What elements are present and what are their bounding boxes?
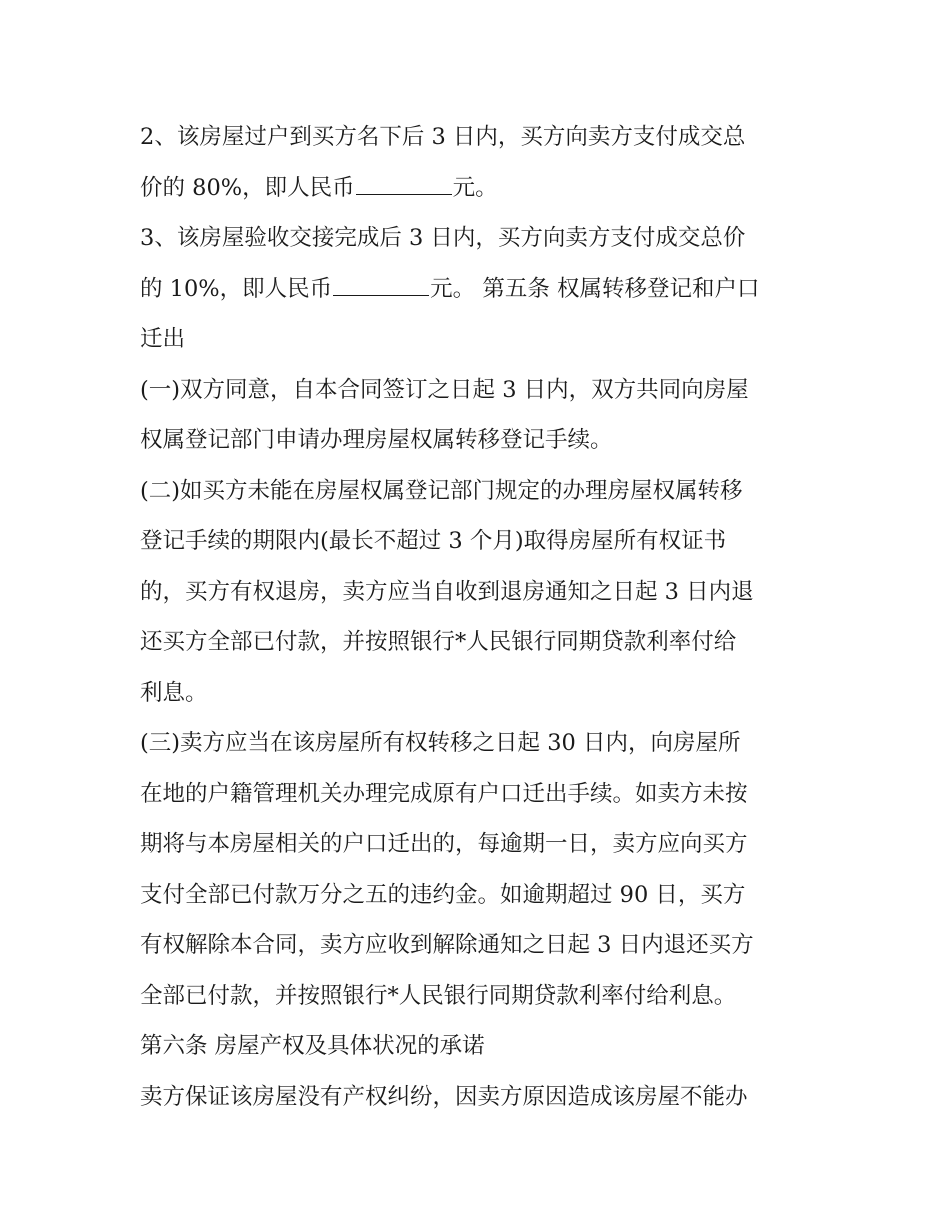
- amount-blank: [333, 271, 429, 296]
- paragraph-line-with-blank: [140, 264, 820, 315]
- paragraph-line: 有权解除本合同，卖方应收到解除通知之日起 3 日内退还买方: [140, 932, 754, 958]
- paragraph-line: (二)如买方未能在房屋权属登记部门规定的办理房屋权属转移: [140, 477, 743, 504]
- paragraph-line: 登记手续的期限内(最长不超过 3 个月)取得房屋所有权证书: [140, 528, 727, 554]
- paragraph-line: 期将与本房屋相关的户口迁出的，每逾期一日，卖方应向买方: [140, 831, 748, 857]
- amount-blank: [356, 170, 452, 195]
- section-heading: 第六条 房屋产权及具体状况的承诺: [140, 1033, 485, 1059]
- paragraph-line: 卖方保证该房屋没有产权纠纷，因卖方原因造成该房屋不能办: [140, 1083, 748, 1110]
- paragraph-line: 的，买方有权退房，卖方应当自收到退房通知之日起 3 日内退: [140, 578, 754, 605]
- paragraph-line: 利息。: [140, 679, 208, 706]
- paragraph-line: 2、该房屋过户到买方名下后 3 日内，买方向卖方支付成交总: [140, 124, 746, 150]
- line-text-after: 元。: [452, 174, 498, 201]
- paragraph-line: 全部已付款，并按照银行*人民银行同期贷款利率付给利息。: [140, 982, 737, 1009]
- paragraph-line: (三)卖方应当在该房屋所有权转移之日起 30 日内，向房屋所: [140, 730, 741, 756]
- document-body: [140, 112, 820, 1122]
- paragraph-line: 迁出: [140, 326, 186, 352]
- paragraph-line-with-blank: [140, 163, 820, 214]
- paragraph-line: 在地的户籍管理机关办理完成原有户口迁出手续。如卖方未按: [140, 780, 748, 807]
- paragraph-line: 3、该房屋验收交接完成后 3 日内，买方向卖方支付成交总价: [140, 225, 746, 251]
- paragraph-line: 权属登记部门申请办理房屋权属转移登记手续。: [140, 427, 613, 453]
- line-text-before: 的 10%，即人民币: [140, 275, 333, 302]
- paragraph-line: (一)双方同意，自本合同签订之日起 3 日内，双方共同向房屋: [140, 376, 749, 403]
- paragraph-line: 支付全部已付款万分之五的违约金。如逾期超过 90 日，买方: [140, 881, 746, 908]
- paragraph-line: 还买方全部已付款，并按照银行*人民银行同期贷款利率付给: [140, 629, 737, 655]
- line-text-after: 元。 第五条 权属转移登记和户口: [430, 275, 760, 302]
- line-text-before: 价的 80%，即人民币: [140, 174, 355, 201]
